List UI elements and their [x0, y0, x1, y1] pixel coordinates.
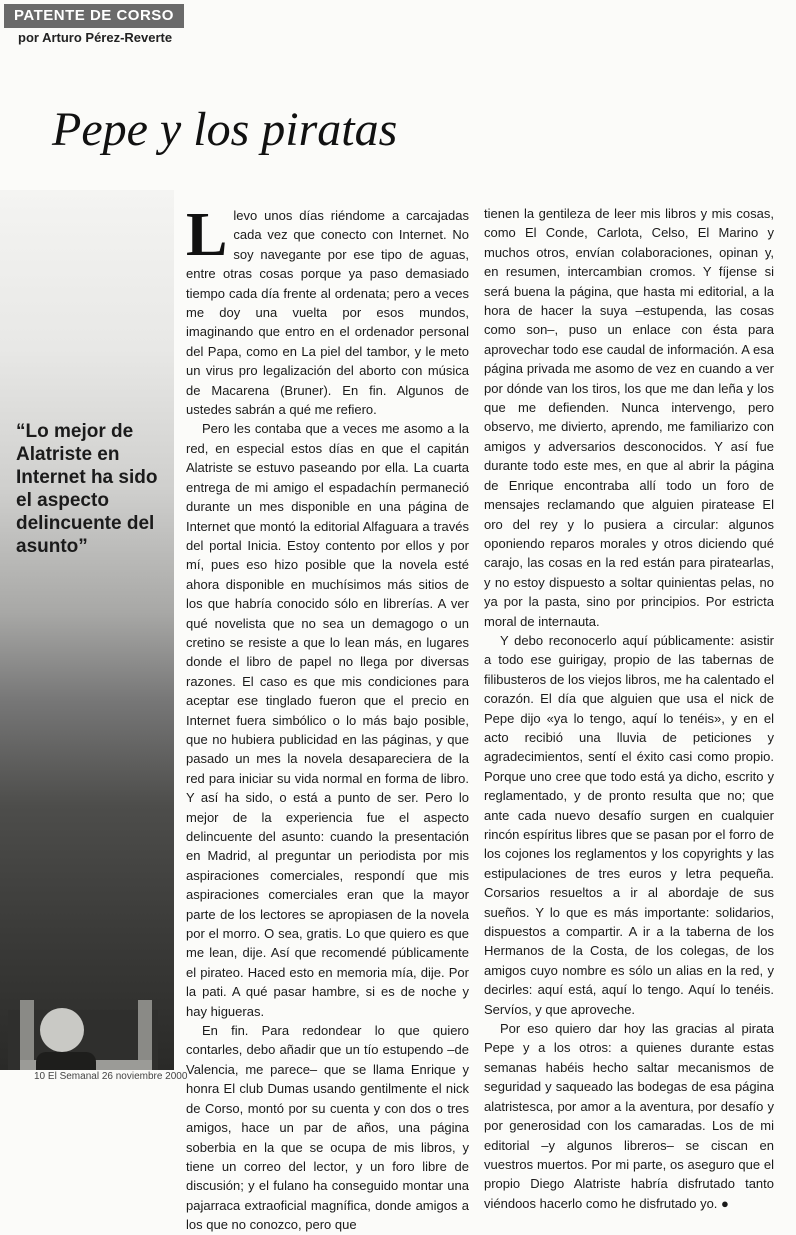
paragraph: Pero les contaba que a veces me asomo a la red, en especial estos días en que el capitán Alatriste se estuvo paseando por ella. La cuarta entrega de mi amigo el espadachín permaneció durante un mes disponible en una página de Internet que montó la editorial Alfaguara a través del portal Inicia. Estoy contento por ellos y por mí, pues eso hizo posible que la novela esté ahora disponible en muchísimos más sitios de los que habría conocido sólo en librerías. A ver qué novelista que no sea un demagogo o un cretino se resiste a que lo lean más, en lugares donde el libro de papel no llega por diversas razones. El caso es que mis condiciones para aceptar ese tinglado fueron que el precio en Internet fuera simbólico o lo más bajo posible, que no hubiera publicidad en las páginas, y que pasado un mes la novela desapareciera de la red para iniciar su vida normal en forma de libro. Y así ha sido, o está a punto de ser. Pero lo mejor de la experiencia fue el aspecto delincuente del asunto: cuando la presentación en Madrid, al preguntar un periodista por mis aspiraciones comerciales, respondí que mis aspiraciones comerciales eran que la mayor parte de los lectores se apropiasen de la novela por el morro. O sea, gratis. Lo que quiero es que me lean, dije. Así que recomendé públicamente el pirateo. Haced esto en memoria mía, dije. Por la pati. A qué pasar hambre, si es de noche y hay higueras. [186, 421, 469, 1019]
section-tag: PATENTE DE CORSO [4, 4, 184, 28]
pull-quote: “Lo mejor de Alatriste en Internet ha sido el aspecto delincuente del asunto” [16, 421, 158, 557]
paragraph: tienen la gentileza de leer mis libros y mis cosas, como El Conde, Carlota, Celso, El Marino y muchos otros, envían colaboraciones, opinan y, en resumen, intercambian cromos. Y fíjense si será buena la página, que hasta mi editorial, a la hora de hacer la suya –estupenda, las cosas como son–, puso un enlace con ésta para aprovechar todo ese caudal de información. A esa página privada me asomo de vez en cuando a ver por dónde van los tiros, los que me dan leña y los que me defienden. Nunca intervengo, pero observo, me divierto, aprendo, me familiarizo con amigos y adversarios desconocidos. Y así fue durante todo este mes, en que al abrir la página de Enrique encontraba allí todo un foro de mensajes reclamando que alguien piratease El oro del rey y lo pusiera a circular: algunos oponiendo reparos morales y otros diciendo qué carajo, las cosas en la red están para piratearlas, y no estoy dispuesto a soltar quinientas pelas, no ya por la pasta, sino por principios. Por estricta moral de internauta. [484, 206, 774, 629]
paragraph: Y debo reconocerlo aquí públicamente: asistir a todo ese guirigay, propio de las tabernas de filibusteros de los viejos libros, me ha calentado el corazón. El día que alguien que usa el nick de Pepe dijo «ya lo tengo, aquí lo tenéis», y en el acto recibió una lluvia de peticiones y agradecimientos, sentí el éxito casi como propio. Porque uno cree que todo está ya dicho, escrito y reglamentado, y de pronto resulta que no; que ante cada nuevo desafío surgen en cualquier rincón espíritus libres que se pasan por el forro de los cojones los reglamentos y los copyrights y las estipulaciones de tres euros y letra pequeña. Corsarios resueltos a ir al abordaje de sus sueños. Y lo que es más importante: solidarios, dispuestos a compartir. A ir a la taberna de los Hermanos de la Costa, de los colegas, de los amigos cuyo nombre es sólo un alias en la red, y decirles: aquí está, aquí lo tengo. Aquí lo tenéis. Servíos, y que aproveche. [484, 632, 774, 1017]
body-column-1 [186, 201, 469, 1235]
chair-figure-illustration [0, 1000, 174, 1070]
drop-cap: L [186, 201, 228, 269]
paragraph: En fin. Para redondear lo que quiero contarles, debo añadir que un tío estupendo –de Valencia, me parece– que se llama Enrique y honra El club Dumas usando gentilmente el nick de Corso, montó por su cuenta y con dos o tres amigos, hace un par de años, una página soberbia en la que se ocupa de mis libros, y tiene un correo del lector, y un foro libre de discusión; y el fulano ha conseguido montar una pajarraca extraoficial magnífica, donde amigos a los que no conozco, pero que [186, 1023, 469, 1233]
paragraph [186, 201, 469, 419]
byline: por Arturo Pérez-Reverte [18, 30, 173, 45]
paragraph-text: levo unos días riéndome a carcajadas cada vez que conecto con Internet. No soy navegante por ese tipo de aguas, entre otras cosas porque ya paso demasiado tiempo cada día frente al ordenata; pero a veces me doy una vuelta por esos mundos, imaginando que entro en el ordenador personal del Papa, como en La piel del tambor, y le meto un virus pro legalización del aborto con música de Macarena (Bruner). En fin. Algunos de ustedes sabrán a qué me refiero. [186, 208, 469, 418]
body-column-2 [484, 204, 774, 1213]
page-footer: 10 El Semanal 26 noviembre 2000 [34, 1071, 188, 1082]
paragraph: Por eso quiero dar hoy las gracias al pirata Pepe y a los otros: a quienes durante estas semanas habéis hecho saltar mecanismos de seguridad y saqueado las bodegas de esa página alatristesca, por amor a la aventura, por desafío y por generosidad con los camaradas. Los de mi editorial –y algunos libreros– se ciscan en vuestros muertos. Por mi parte, os aseguro que el propio Diego Alatriste habría disfrutado tanto viéndoos hacerlo como he disfrutado yo. ● [484, 1021, 774, 1211]
article-title: Pepe y los piratas [52, 103, 398, 156]
author-photo [0, 190, 174, 1070]
